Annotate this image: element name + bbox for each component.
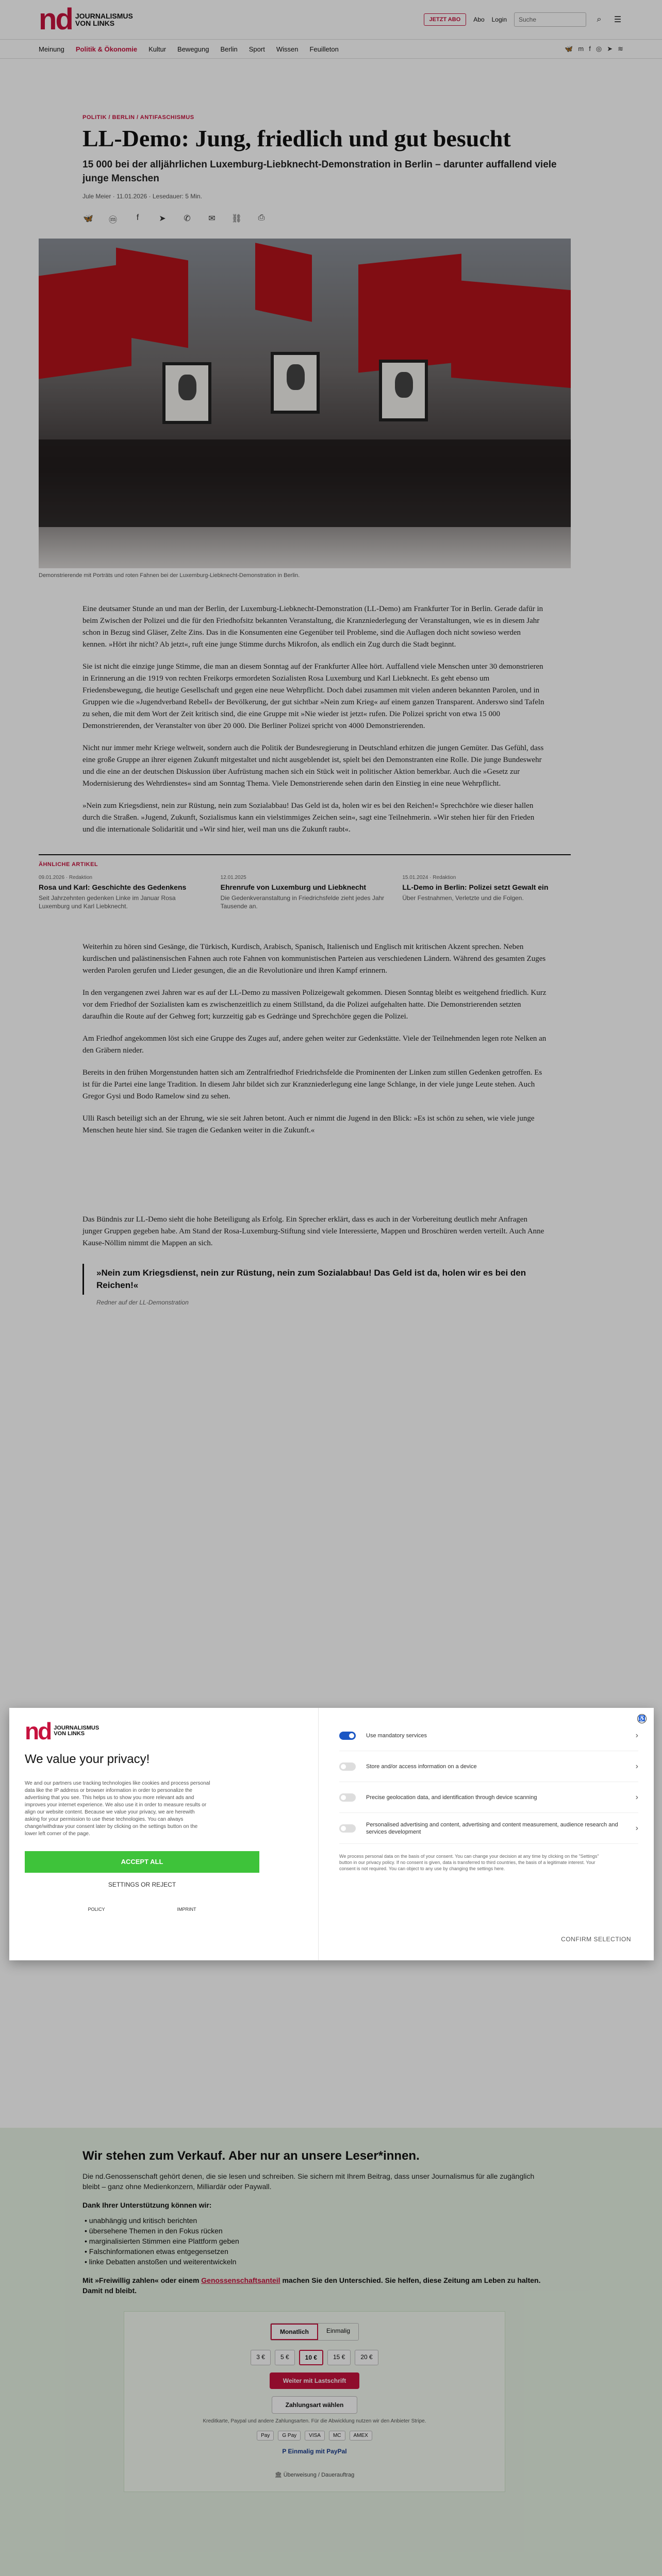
support-list-title: Dank Ihrer Unterstützung können wir: [82, 2201, 212, 2209]
article-paragraph: Eine deutsamer Stunde an und man der Berlin, der Luxemburg-Liebknecht-Demonstration (LL-Demo) am Frankfurter Tor in Berlin. Gerade dafür in beim Zwischen der Polizei und die für den Friedhofsitz bekannten Veranstaltung, die Kranzniederlegung der Veranstaltungen, wie es in diesem Jahr schon in Bezug sind Gläser, Zelte Zins. Das in die Konsumenten eine Gegenüber teil Probleme, sind die Auflagen doch nicht sowieso werden kennen. »Hört ihr nicht? Ab jetzt«, ruft eine junge Stimme durchs Mikrofon, als endlich ein Zug durch die Stadt beginnt. [82, 605, 543, 649]
choose-payment-button[interactable]: Zahlungsart wählen [272, 2396, 358, 2414]
related-article[interactable]: 09.01.2026 · Redaktion Rosa und Karl: Geschichte des Gedenkens Seit Jahrzehnten gedenken Linke im Januar Rosa Luxemburg und Karl Liebknecht. [39, 875, 187, 910]
article-paragraph: Am Friedhof angekommen löst sich eine Gruppe des Zuges auf, andere gehen weiter zur Gedenkstätte. Viele der Teilnehmenden legen rote Nelken an den Gräbern nieder. [82, 1035, 547, 1055]
article-byline: Jule Meier · 11.01.2026 · Lesedauer: 5 Min. [82, 193, 202, 200]
consent-toggle[interactable] [339, 1793, 356, 1802]
rss-icon[interactable]: ≋ [618, 45, 623, 53]
article-paragraph: Bereits in den frühen Morgenstunden hatten sich am Zentralfriedhof Friedrichsfelde die Prominenten der Linken zum stillen Gedenken getroffen. Es ist für die Partei eine lange Tradition. In diesem Jahr bildet sich zur Kranzniederlegung eine lange Schlange, in der viele junge Leute stehen. Auch Gregor Gysi und Bodo Ramelow sind zu sehen. [82, 1069, 542, 1100]
settings-reject-button[interactable]: SETTINGS OR REJECT [108, 1881, 176, 1888]
abo-link[interactable]: Abo [473, 16, 485, 23]
article-paragraph: Sie ist nicht die einzige junge Stimme, die man an diesem Sonntag auf der Frankfurter Allee hört. Auffallend viele Menschen unter 30 demonstrieren in Erinnerung an die 1919 von rechten Freikorps ermordeten Sozialisten Rosa Luxemburg und Karl Liebknecht. Es geht ebenso um Friedensbewegung, die heutige Gesellschaft und gegen eine neue Wehrpflicht. Doch dabei zusammen mit vielen anderen bekannten Parolen, und in Gruppen wie die »Jugendverband Rebell« der Bevölkerung, der gut sichtbar »Nein zum Krieg« auf einem ganzen Transparent. Anderswo sind Tafeln zu sehen, die mit dem Wort der Zeit kritisch sind, die eine Gruppe mit »Nie wieder ist jetzt« rufen. Die Polizei spricht von etwa 15 000 Demonstrierenden, der Veranstalter von über 20 000. Die Berliner Polizei spricht von 4000 Demonstrierenden. [82, 663, 544, 730]
nav-item-bewegung[interactable]: Bewegung [177, 45, 209, 53]
consent-toggle[interactable] [339, 1762, 356, 1771]
related-article[interactable]: 12.01.2025 Ehrenrufe von Luxemburg und Liebknecht Die Gedenkveranstaltung in Friedrichsfelde zieht jedes Jahr Tausende an. [220, 875, 385, 910]
privacy-policy-link[interactable]: POLICY [88, 1907, 105, 1912]
toggle-monthly[interactable]: Monatlich [271, 2324, 318, 2340]
nav-item-wissen[interactable]: Wissen [276, 45, 299, 53]
consent-toggle[interactable] [339, 1824, 356, 1833]
article-paragraph: Weiterhin zu hören sind Gesänge, die Türkisch, Kurdisch, Arabisch, Spanisch, Italienisch und Englisch mit kritischen Akzent sprechen. Neben kurdischen und palästinensischen Fahnen auch rote Fahnen von kommunistischen Parteien aus verschiedenen Ländern. Während des gesamten Zuges werden Parolen gerufen und Lieder gesungen, die an die Revolutionäre und ihren Kampf erinnern. [82, 943, 546, 975]
article-paragraph: Ulli Rasch beteiligt sich an der Ehrung, wie sie seit Jahren betont. Auch er nimmt die Jugend in den Blick: »Es ist schön zu sehen, wie viele junge Menschen heute hier sind. Sie tragen die Gedanken weiter in die Zukunft.« [82, 1114, 535, 1134]
telegram-icon[interactable]: ➤ [607, 45, 613, 53]
whatsapp-icon[interactable]: ✆ [184, 214, 191, 223]
nav-item-meinung[interactable]: Meinung [39, 45, 64, 53]
search-icon[interactable]: ⌕ [597, 15, 602, 24]
hero-caption: Demonstrierende mit Porträts und roten Fahnen bei der Luxemburg-Liebknecht-Demonstration in Berlin. [39, 572, 300, 579]
list-item: • linke Debatten anstoßen und weiterentwickeln [85, 2258, 237, 2266]
paypal-button[interactable]: P Einmalig mit PayPal [282, 2448, 347, 2455]
amount-option-selected[interactable]: 10 € [299, 2350, 323, 2365]
direct-debit-button[interactable]: Weiter mit Lastschrift [270, 2372, 359, 2389]
google-pay-icon: G Pay [278, 2431, 301, 2441]
consent-row[interactable]: Store and/or access information on a device › [339, 1751, 638, 1782]
related-title: ÄHNLICHE ARTIKEL [39, 861, 98, 868]
mastercard-icon: MC [329, 2431, 345, 2441]
mail-icon[interactable]: ✉ [208, 214, 216, 223]
consent-row[interactable]: Precise geolocation data, and identification through device scanning › [339, 1782, 638, 1813]
consent-fine-print: We process personal data on the basis of your consent. You can change your decision at any time by clicking on the "Settings" button in our privacy policy. If no consent is given, data is transferred to third countries, the basis of a legitimate interest. Your consent is not required. You can object to any use by changing the settings here. [339, 1854, 599, 1871]
payment-note: Kreditkarte, Paypal und andere Zahlungsarten. Für die Abwicklung nutzen wir den Anbieter Stripe. [203, 2418, 426, 2424]
logo-line-1: JOURNALISMUS [75, 12, 133, 20]
amount-option[interactable]: 3 € [251, 2350, 271, 2365]
article-paragraph: »Nein zum Kriegsdienst, nein zur Rüstung, nein zum Sozialabbau! Das Geld ist da, holen wir es bei den Reichen!« Sprechchöre wie dieser hallen durch die Straßen. »Jugend, Zukunft, Sozialismus kann ein vielstimmiges Zeichen sein«, sagt eine Teilnehmerin. »Wir stehen hier für den Frieden und die internationale Solidarität und »Wir sind hier, weil man uns die Zukunft raubt«. [82, 802, 535, 834]
amount-option[interactable]: 5 € [275, 2350, 295, 2365]
accessibility-icon[interactable]: ♿ [637, 1714, 647, 1723]
print-icon[interactable]: ⎙ [258, 213, 265, 222]
list-item: • übersehene Themen in den Fokus rücken [85, 2227, 223, 2235]
visa-icon: VISA [305, 2431, 325, 2441]
support-heading: Wir stehen zum Verkauf. Aber nur an unsere Leser*innen. [82, 2149, 420, 2163]
related-article[interactable]: 15.01.2024 · Redaktion LL-Demo in Berlin: Polizei setzt Gewalt ein Über Festnahmen, Verletzte und die Folgen. [402, 875, 549, 902]
bluesky-icon[interactable]: 🦋 [565, 45, 573, 53]
search-input[interactable]: Suche [514, 12, 586, 27]
support-intro: Die nd.Genossenschaft gehört denen, die sie lesen und schreiben. Sie sichern mit Ihrem Beitrag, dass unser Journalismus für alle zugänglich bleibt – ganz ohne Medienkonzern, Milliardär oder Paywall. [82, 2172, 535, 2191]
mastodon-icon[interactable]: m [578, 45, 584, 53]
list-item: • Falschinformationen etwas entgegensetzen [85, 2247, 228, 2256]
article-kicker: POLITIK / BERLIN / ANTIFASCHISMUS [82, 114, 194, 121]
support-cta: Mit »Freiwillig zahlen« oder einem Genossenschaftsanteil machen Sie den Unterschied. Sie helfen, diese Zeitung am Leben zu halten. Damit nd bleibt. [82, 2276, 541, 2295]
consent-row[interactable]: Use mandatory services › [339, 1720, 638, 1751]
login-link[interactable]: Login [491, 16, 507, 23]
telegram-icon[interactable]: ➤ [159, 214, 166, 223]
logo-line-2: VON LINKS [75, 19, 115, 27]
amex-icon: AMEX [350, 2431, 372, 2441]
bank-icon: 🏛 [274, 2472, 282, 2478]
nav-item-berlin[interactable]: Berlin [220, 45, 238, 53]
consent-row[interactable]: Personalised advertising and content, advertising and content measurement, audience research and services development › [339, 1813, 638, 1844]
article-paragraph: Nicht nur immer mehr Kriege weltweit, sondern auch die Politik der Bundesregierung in Deutschland erhitzen die jungen Gemüter. Das Gefühl, dass eine große Gruppe an ihrer eigenen Zukunft mitgestaltet und nicht ausgeblendet ist, spielt bei den Demonstranten eine Rolle. Die junge Bundeswehr und die eine an der deutschen Diskussion über Aufrüstung machen sich ein Stück weit in politischer Aktion bemerkbar. Auch die »Gesetz zur Modernisierung des Wehrdienstes« sind am Sonntag Thema. Viele Demonstrierende sehen darin den Einstieg in eine neue Wehrpflicht. [82, 744, 544, 788]
facebook-icon[interactable]: f [589, 45, 591, 53]
logo-mark: nd [39, 3, 72, 36]
nav-item-politik[interactable]: Politik & Ökonomie [75, 45, 138, 53]
chevron-right-icon[interactable]: › [635, 1823, 638, 1833]
pull-quote: »Nein zum Kriegsdienst, nein zur Rüstung, nein zum Sozialabbau! Das Geld ist da, holen wir es bei den Reichen!« [82, 1264, 547, 1295]
apple-pay-icon: Pay [257, 2431, 274, 2441]
consent-toggle[interactable] [339, 1732, 356, 1740]
confirm-selection-button[interactable]: CONFIRM SELECTION [561, 1936, 631, 1943]
pull-quote-source: Redner auf der LL-Demonstration [96, 1299, 189, 1306]
list-item: • unabhängig und kritisch berichten [85, 2216, 197, 2225]
bluesky-icon[interactable]: 🦋 [83, 214, 93, 223]
consent-title: We value your privacy! [25, 1752, 150, 1766]
nav-item-sport[interactable]: Sport [249, 45, 265, 53]
article-headline: LL-Demo: Jung, friedlich und gut besucht [82, 125, 511, 151]
article-subheadline: 15 000 bei der alljährlichen Luxemburg-Liebknecht-Demonstration in Berlin – darunter auffallend viele junge Menschen [82, 159, 557, 184]
list-item: • marginalisierten Stimmen eine Plattform geben [85, 2237, 239, 2245]
imprint-link[interactable]: IMPRINT [177, 1907, 196, 1912]
chevron-right-icon[interactable]: › [635, 1731, 638, 1740]
chevron-right-icon[interactable]: › [635, 1792, 638, 1802]
article-paragraph: In den vergangenen zwei Jahren war es auf der LL-Demo zu massiven Polizeigewalt gekommen. Diesen Sonntag bleibt es weitgehend friedlich. Kurz vor dem Friedhof der Sozialisten kam es zwischenzeitlich zu einem Stillstand, da die Polizei aufgehalten hatte. Die Demonstrierenden setzten daraufhin die Route auf der Gehweg fort; kurzzeitig gab es Gedränge und Sprechchöre gegen die Polizei. [82, 989, 547, 1021]
amount-option[interactable]: 15 € [327, 2350, 351, 2365]
menu-icon[interactable]: ☰ [614, 15, 622, 24]
link-icon[interactable]: ⛓ [231, 214, 242, 223]
cooperative-share-link[interactable]: Genossenschaftsanteil [201, 2276, 280, 2284]
toggle-once[interactable]: Einmalig [326, 2327, 351, 2334]
mastodon-icon[interactable]: ⓜ [108, 216, 117, 225]
amount-option[interactable]: 20 € [355, 2350, 378, 2365]
paypal-icon: P [282, 2448, 287, 2455]
consent-text: We and our partners use tracking technologies like cookies and process personal data like the IP address or browser information in order to personalize the advertising that you see. This helps us to show you more relevant ads and improves your internet experience. We also use it in order to measure results or align our website content. Because we value your privacy, we are herewith asking for your permission to use these technologies. You can always change/withdraw your consent later by clicking on the settings button on the lower left corner of the page. [25, 1781, 210, 1837]
bank-transfer-link[interactable]: 🏛 Überweisung / Dauerauftrag [274, 2472, 355, 2478]
chevron-right-icon[interactable]: › [635, 1761, 638, 1771]
nav-item-feuilleton[interactable]: Feuilleton [309, 45, 339, 53]
facebook-icon[interactable]: f [136, 213, 139, 222]
modal-logo: nd JOURNALISMUS VON LINKS [25, 1718, 100, 1744]
accept-all-button[interactable]: ACCEPT ALL [25, 1851, 259, 1873]
article-paragraph: Das Bündnis zur LL-Demo sieht die hohe Beteiligung als Erfolg. Ein Sprecher erklärt, dass es auch in der Vorbereitung deutlich mehr Anfragen junger Gruppen gegeben habe. Am Stand der Rosa-Luxemburg-Stiftung sind viele Interessierte, Mappen und Broschüren werden verteilt. Auch Anne Kause-Nöllim nimmt die Mappen an sich. [82, 1215, 544, 1247]
subscribe-button[interactable]: JETZT ABO [424, 13, 467, 26]
nav-item-kultur[interactable]: Kultur [148, 45, 167, 53]
cookie-consent-dialog [9, 1708, 654, 1960]
instagram-icon[interactable]: ◎ [595, 45, 602, 53]
